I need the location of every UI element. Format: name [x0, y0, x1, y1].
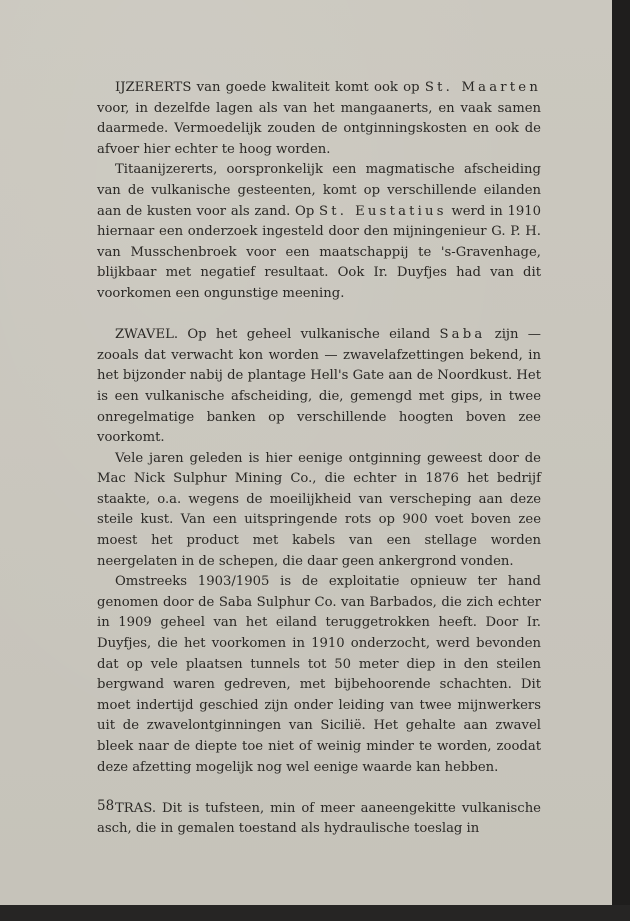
paragraph-gap — [97, 778, 541, 799]
text-run: Omstreeks 1903/1905 is de exploitatie opnieuw ter hand genomen door de Saba Sulphur Co. van Barbados, die zich echter in 1909 geheel van het eiland teruggetrokken heeft. Door Ir. Duyfjes, die het voorkomen in 1910 onderzocht, werd bevonden dat op vele plaatsen tunnels tot 50 meter diep in den steilen bergwand waren gedreven, met bijbehoorende schachten. Dit moet indertijd geschied zijn onder leiding van twee mijnwerkers uit de zwavelontginningen van Sicilië. Het gehalte aan zwavel bleek naar de diepte toe niet of weinig minder te worden, zoodat deze afzetting mogelijk nog wel eenige waarde kan hebben. — [97, 574, 541, 775]
text-run: Vele jaren geleden is hier eenige ontginning geweest door de Mac Nick Sulphur Mining Co., die echter in 1876 het bedrijf staakte, o.a. wegens de moeilijkheid van verscheping aan deze steile kust. Van een uitspringende rots op 900 voet boven zee moest het product met kabels van een stellage worden neergelaten in de schepen, die daar geen ankergrond vonden. — [97, 450, 541, 569]
scan-edge-right — [612, 0, 630, 921]
page-number: 58 — [97, 798, 115, 814]
paragraph-p1 — [97, 78, 541, 160]
spaced-name: St. Eustatius — [319, 203, 447, 219]
body-text — [97, 78, 541, 840]
paragraph-p3 — [97, 325, 541, 449]
paragraph-p4 — [97, 449, 541, 573]
paragraph-gap — [97, 305, 541, 326]
paragraph-p2 — [97, 160, 541, 304]
paragraph-p6 — [97, 799, 541, 840]
spaced-name: St. Maarten — [424, 80, 542, 95]
text-run: IJZERERTS van goede kwaliteit komt ook op — [115, 80, 425, 95]
text-run: ZWAVEL. Op het geheel vulkanische eiland — [115, 327, 440, 343]
text-run: voor, in dezelfde lagen als van het mangaanerts, en vaak samen daarmede. Vermoedelijk zouden de ontginningskosten en ook de afvoer hier echter te hoog worden. — [97, 100, 541, 157]
text-run: Titaanijzererts, oorspronkelijk een magmatische afscheiding van de vulkanische gesteenten, komt op verschillende eilanden aan de kusten voor als zand. Op — [97, 162, 541, 219]
text-run: TRAS. Dit is tufsteen, min of meer aaneengekitte vulkanische asch, die in gemalen toestand als hydraulische toeslag in — [97, 800, 541, 837]
scan-edge-bottom — [0, 905, 630, 921]
text-run: werd in 1910 hiernaar een onderzoek ingesteld door den mijningenieur G. P. H. van Musschenbroek voor een maatschappij te 's-Gravenhage, blijkbaar met negatief resultaat. Ook Ir. Duyfjes had van dit voorkomen een ongunstige meening. — [97, 203, 542, 301]
spaced-name: Saba — [439, 327, 486, 343]
text-run: zijn — zooals dat verwacht kon worden — zwavelafzettingen bekend, in het bijzonder nabij de plantage Hell's Gate aan de Noordkust. Het is een vulkanische afscheiding, die, gemengd met gips, in twee onregelmatige banken op verschillende hoogten boven zee voorkomt. — [97, 327, 541, 446]
paragraph-p5 — [97, 572, 541, 778]
